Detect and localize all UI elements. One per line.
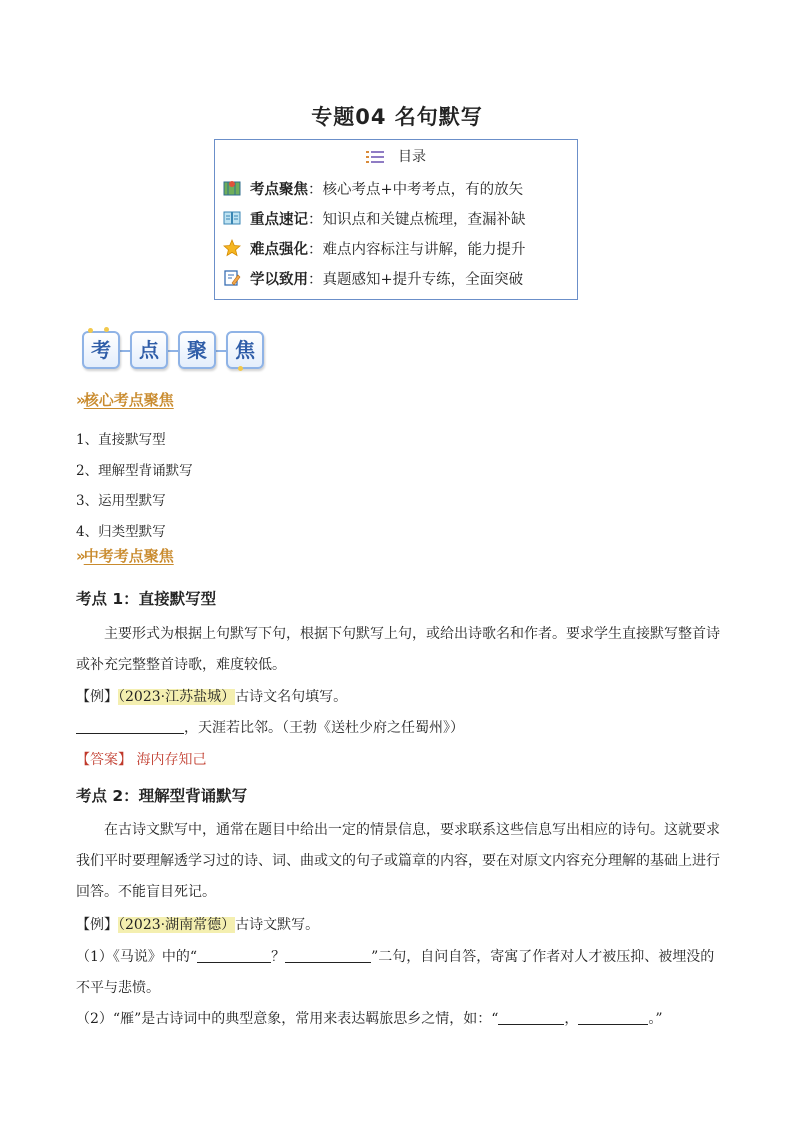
kp2-title: 考点 2：理解型背诵默写 [76,787,248,805]
page-title: 专题04 名句默写 [311,105,483,129]
core-heading: »核心考点聚焦 [76,391,174,409]
toc-row-memo[interactable] [223,208,526,229]
toc-heading-text: 目录 [398,149,426,165]
kp2-question-1-cont: 不平与悲愤。 [76,980,160,996]
kp2-paragraph: 在古诗文默写中，通常在题目中给出一定的情景信息，要求联系这些信息写出相应的诗句。这就要求我们平时要理解透学习过的诗、词、曲或文的句子或篇章的内容，要在对原文内容充分理解的基础上进行回答。不能盲目死记。 [76,822,720,900]
list-item: 1、直接默写型 [76,432,166,448]
list-item: 2、理解型背诵默写 [76,463,193,479]
kp1-title: 考点 1：直接默写型 [76,590,217,608]
answer-blank [498,1010,564,1025]
toc-row-text: 核心考点+中考考点，有的放矢 [322,182,524,198]
toc-row-label: 考点聚焦 [250,182,308,198]
notepad-icon [223,269,241,287]
star-icon [223,239,241,257]
kp1-answer: 【答案】 海内存知己 [76,752,207,768]
toc-row-sep: ： [308,212,323,228]
kp2-example: 【例】（2023·湖南常德）古诗文默写。 [76,917,320,933]
sparkle-icon [104,327,109,332]
banner-char: 焦 [226,331,264,369]
answer-blank [197,948,271,963]
toc-heading [215,146,577,166]
toc-row-label: 学以致用 [250,272,308,288]
toc-row-practice[interactable] [223,268,523,289]
list-icon [366,151,384,163]
banner-char: 点 [130,331,168,369]
kp2-question-2: （2）“雁”是古诗词中的典型意象，常用来表达羁旅思乡之情，如：“ ， 。” [76,1011,663,1027]
list-item: 4、归类型默写 [76,524,166,540]
toc-row-sep: ： [308,272,323,288]
double-chevron-icon: » [76,547,83,565]
toc-row-text: 真题感知+提升专练，全面突破 [322,272,524,288]
toc-row-label: 重点速记 [250,212,308,228]
map-icon [223,179,241,197]
banner-char: 考 [82,331,120,369]
double-chevron-icon: » [76,391,83,409]
kp1-example: 【例】（2023·江苏盐城）古诗文名句填写。 [76,689,348,705]
sparkle-icon [88,328,93,333]
kp1-question: ，天涯若比邻。（王勃《送杜少府之任蜀州》） [76,717,464,737]
example-source: （2023·湖南常德） [118,917,236,933]
focus-banner [80,328,270,374]
toc-row-text: 知识点和关键点梳理，查漏补缺 [322,212,526,228]
toc-row-focus[interactable] [223,178,523,199]
kp1-paragraph: 主要形式为根据上句默写下句，根据下句默写上句，或给出诗歌名和作者。要求学生直接默写整首诗或补充完整整首诗歌，难度较低。 [76,626,720,673]
answer-blank [578,1010,648,1025]
sparkle-icon [238,366,243,371]
exam-heading: »中考考点聚焦 [76,547,174,565]
toc-row-difficulty[interactable] [223,238,526,259]
toc-row-text: 难点内容标注与讲解，能力提升 [322,242,526,258]
list-item: 3、运用型默写 [76,493,166,509]
toc-row-label: 难点强化 [250,242,308,258]
example-source: （2023·江苏盐城） [118,689,236,705]
toc-row-sep: ： [308,182,323,198]
banner-char: 聚 [178,331,216,369]
answer-blank [76,719,184,734]
table-of-contents [214,139,578,300]
toc-row-sep: ： [308,242,323,258]
answer-blank [285,948,371,963]
kp2-question-1: （1）《马说》中的“ ？ ”二句，自问自答，寄寓了作者对人才被压抑、被埋没的 [76,949,715,965]
book-icon [223,209,241,227]
